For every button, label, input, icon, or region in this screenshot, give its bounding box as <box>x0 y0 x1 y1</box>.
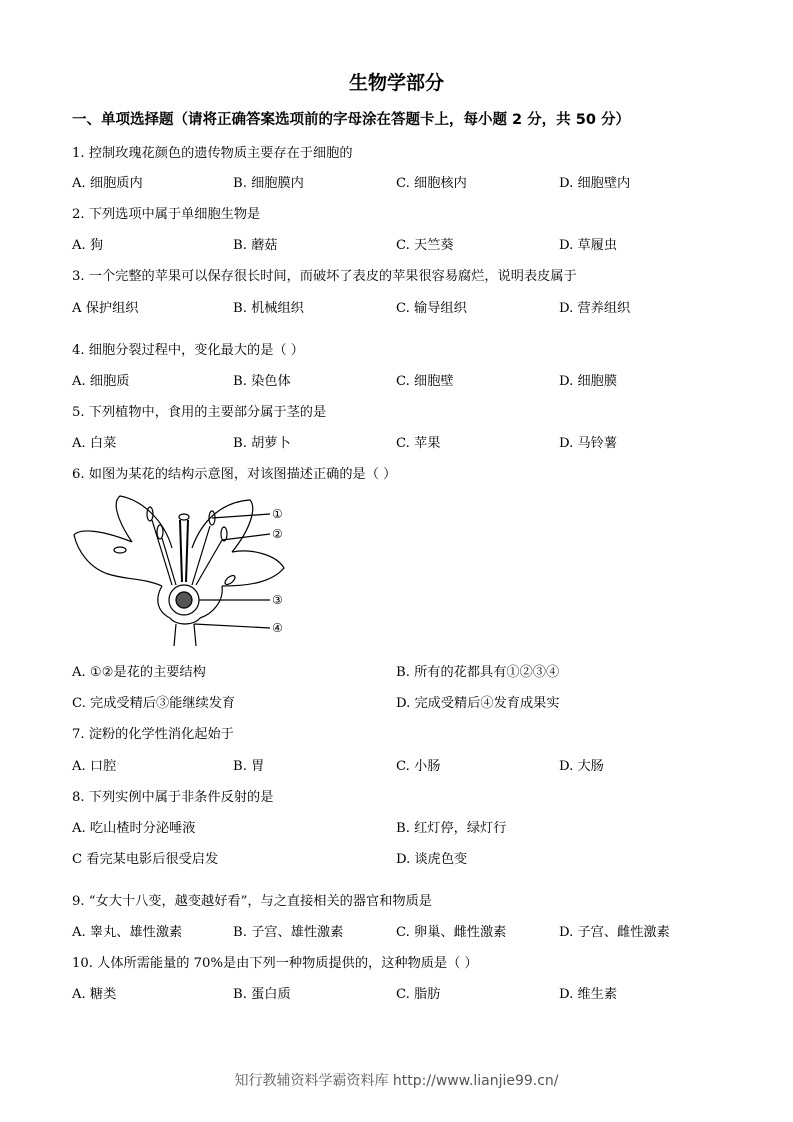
option-d: D. 大肠 <box>559 759 604 774</box>
option-a: A. 细胞质 <box>72 374 130 389</box>
option-row <box>72 848 692 868</box>
option-d: D. 谈虎色变 <box>396 852 468 867</box>
option-row <box>72 234 692 254</box>
figure-label-2: ② <box>272 527 283 541</box>
question-stem: 7. 淀粉的化学性消化起始于 <box>72 727 234 742</box>
option-row <box>72 983 692 1003</box>
option-c: C. 卵巢、雌性激素 <box>396 925 507 940</box>
option-b: B. 所有的花都具有①②③④ <box>396 665 560 680</box>
figure-label-4: ④ <box>272 621 283 635</box>
option-d: D. 完成受精后④发育成果实 <box>396 696 560 711</box>
option-a: A. 吃山楂时分泌唾液 <box>72 821 196 836</box>
option-row <box>72 692 692 712</box>
option-d: D. 细胞膜 <box>559 374 618 389</box>
option-a: A. ①②是花的主要结构 <box>72 665 206 680</box>
option-row <box>72 432 692 452</box>
option-d: D. 维生素 <box>559 987 618 1002</box>
option-row <box>72 921 692 941</box>
option-b: B. 红灯停，绿灯行 <box>396 821 507 836</box>
question-stem: 4. 细胞分裂过程中，变化最大的是（ ） <box>72 343 304 358</box>
question-stem: 6. 如图为某花的结构示意图，对该图描述正确的是（ ） <box>72 467 397 482</box>
option-row <box>72 755 692 775</box>
figure-label-3: ③ <box>272 593 283 607</box>
option-b: B. 胡萝卜 <box>233 436 291 451</box>
option-c: C. 苹果 <box>396 436 441 451</box>
option-d: D. 细胞壁内 <box>559 176 631 191</box>
option-b: B. 蘑菇 <box>233 238 278 253</box>
option-row <box>72 817 692 837</box>
option-b: B. 子宫、雄性激素 <box>233 925 344 940</box>
option-b: B. 蛋白质 <box>233 987 291 1002</box>
option-b: B. 胃 <box>233 759 265 774</box>
option-a: A. 睾丸、雄性激素 <box>72 925 183 940</box>
option-row <box>72 297 692 317</box>
section-heading: 一、单项选择题（请将正确答案选项前的字母涂在答题卡上，每小题 2 分，共 50 分） <box>72 112 630 128</box>
option-d: D. 马铃薯 <box>559 436 618 451</box>
option-row <box>72 172 692 192</box>
option-a: A. 白菜 <box>72 436 117 451</box>
option-d: D. 草履虫 <box>559 238 618 253</box>
option-a: A. 糖类 <box>72 987 117 1002</box>
option-d: D. 子宫、雌性激素 <box>559 925 670 940</box>
option-c: C 看完某电影后很受启发 <box>72 852 219 867</box>
option-b: B. 细胞膜内 <box>233 176 304 191</box>
page-title: 生物学部分 <box>348 72 444 94</box>
question-stem: 3. 一个完整的苹果可以保存很长时间，而破坏了表皮的苹果很容易腐烂，说明表皮属于 <box>72 269 577 284</box>
option-c: C. 脂肪 <box>396 987 441 1002</box>
option-b: B. 机械组织 <box>233 301 304 316</box>
flower-structure-diagram <box>72 490 302 646</box>
question-stem: 2. 下列选项中属于单细胞生物是 <box>72 207 261 222</box>
option-c: C. 天竺葵 <box>396 238 454 253</box>
question-stem: 9. “女大十八变，越变越好看”，与之直接相关的器官和物质是 <box>72 894 432 909</box>
question-stem: 1. 控制玫瑰花颜色的遗传物质主要存在于细胞的 <box>72 146 353 161</box>
footer-watermark: 知行教辅资料学霸资料库 http://www.lianjie99.cn/ <box>234 1073 559 1089</box>
option-c: C. 小肠 <box>396 759 441 774</box>
option-c: C. 完成受精后③能继续发育 <box>72 696 236 711</box>
question-stem: 8. 下列实例中属于非条件反射的是 <box>72 790 274 805</box>
option-c: C. 输导组织 <box>396 301 467 316</box>
option-row <box>72 370 692 390</box>
option-d: D. 营养组织 <box>559 301 631 316</box>
option-b: B. 染色体 <box>233 374 291 389</box>
option-a: A. 细胞质内 <box>72 176 143 191</box>
option-a: A. 狗 <box>72 238 104 253</box>
option-c: C. 细胞壁 <box>396 374 454 389</box>
option-a: A 保护组织 <box>72 301 139 316</box>
option-row <box>72 661 692 681</box>
question-stem: 5. 下列植物中，食用的主要部分属于茎的是 <box>72 405 327 420</box>
option-c: C. 细胞核内 <box>396 176 467 191</box>
question-stem: 10. 人体所需能量的 70%是由下列一种物质提供的，这种物质是（ ） <box>72 956 478 971</box>
option-a: A. 口腔 <box>72 759 117 774</box>
figure-label-1: ① <box>272 507 283 521</box>
